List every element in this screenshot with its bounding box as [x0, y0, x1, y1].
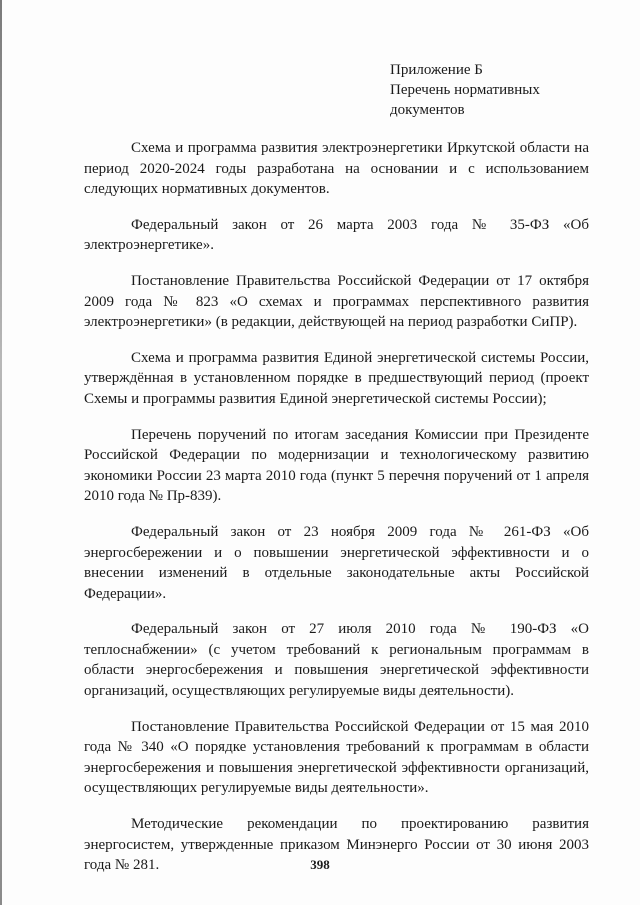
document-item-ues-scheme: Схема и программа развития Единой энергетической системы России, утверждённая в установленном порядке в предшествующий период (проект Схемы и программы развития Единой энергетической системы России);	[84, 349, 589, 407]
document-body	[84, 138, 589, 891]
scan-edge	[0, 0, 2, 905]
document-item-federal-law-190: Федеральный закон от 27 июля 2010 года № 190-ФЗ «О теплоснабжении» (с учетом требований к региональным программам в области энергосбережения и повышения энергетической эффективности организаций, осуществляющих регулируемые виды деятельности).	[84, 621, 589, 700]
document-item-federal-law-261: Федеральный закон от 23 ноября 2009 года № 261-ФЗ «Об энергосбережении и о повышении энергетической эффективности и о внесении изменений в отдельные законодательные акты Российской Федерации».	[84, 523, 589, 602]
document-item-federal-law-35: Федеральный закон от 26 марта 2003 года № 35-ФЗ «Об электроэнергетике».	[84, 216, 589, 254]
document-item-methodical-recommendations: Методические рекомендации по проектированию развития энергосистем, утвержденные приказом Минэнерго России от 30 июня 2003 года № 281.	[84, 816, 589, 874]
intro-paragraph: Схема и программа развития электроэнергетики Иркутской области на период 2020-2024 годы разработана на основании и с использованием следующих нормативных документов.	[84, 140, 589, 198]
appendix-header	[390, 60, 620, 120]
document-item-resolution-340: Постановление Правительства Российской Федерации от 15 мая 2010 года № 340 «О порядке установления требований к программам в области энергосбережения и повышения энергетической эффективности организаций, осуществляющих регулируемые виды деятельности».	[84, 718, 589, 797]
list-title-line-2: документов	[390, 102, 465, 118]
document-item-commission-instructions: Перечень поручений по итогам заседания Комиссии при Президенте Российской Федерации по модернизации и технологическому развитию экономики России 23 марта 2010 года (пункт 5 перечня поручений от 1 апреля 2010 года № Пр-839).	[84, 426, 589, 505]
list-title-line-1: Перечень нормативных	[390, 82, 540, 98]
page-number: 398	[310, 857, 330, 872]
document-item-resolution-823: Постановление Правительства Российской Федерации от 17 октября 2009 года № 823 «О схемах и программах перспективного развития электроэнергетики» (в редакции, действующей на период разработки СиПР).	[84, 272, 589, 331]
appendix-title: Приложение Б	[390, 62, 483, 78]
